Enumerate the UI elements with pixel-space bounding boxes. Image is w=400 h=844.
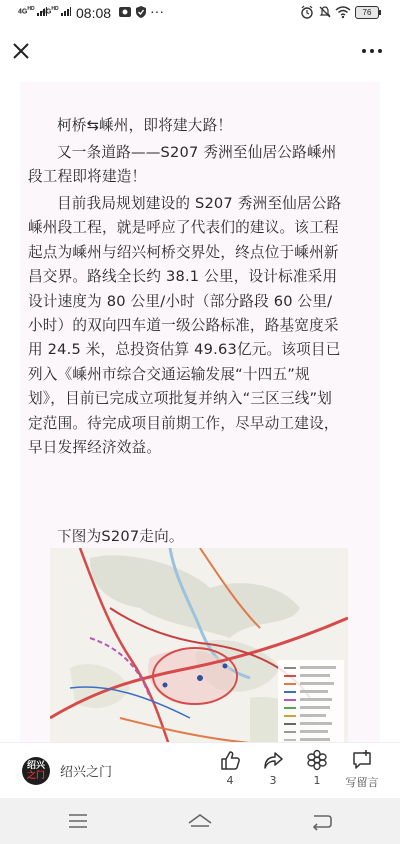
alarm-icon — [300, 5, 314, 19]
account-avatar[interactable] — [22, 757, 50, 785]
signal-label: 4G — [42, 8, 52, 16]
article-scroll-area[interactable] — [0, 76, 400, 742]
article-paragraph: 下图为S207走向。 — [57, 528, 184, 545]
more-options-button[interactable] — [358, 38, 386, 64]
route-map-image — [50, 548, 348, 742]
favorite-button[interactable] — [295, 749, 339, 787]
write-comment-label: 写留言 — [345, 776, 379, 789]
share-arrow-icon — [262, 749, 284, 771]
signal-4g-2 — [42, 5, 71, 16]
signal-hd: HD — [27, 6, 35, 12]
top-bar — [0, 26, 400, 76]
clock: 08:08 — [76, 5, 112, 21]
home-button[interactable] — [186, 811, 212, 831]
comment-add-icon — [351, 749, 373, 771]
battery-indicator — [355, 6, 379, 19]
close-icon — [8, 38, 34, 64]
account-name[interactable]: 绍兴之门 — [60, 765, 113, 780]
shield-check-icon — [134, 5, 148, 19]
photo-icon — [118, 5, 132, 19]
recent-apps-button[interactable] — [66, 811, 92, 831]
share-count: 3 — [269, 774, 277, 787]
status-bar — [0, 0, 400, 26]
more-horizontal-icon — [358, 38, 386, 64]
more-notifications-icon: ··· — [150, 3, 164, 19]
article-paragraph: 柯桥⇆嵊州，即将建大路！ — [57, 117, 233, 134]
battery-level: 76 — [362, 8, 372, 17]
share-button[interactable] — [251, 749, 295, 787]
flower-icon — [306, 749, 328, 771]
thumbs-up-icon — [219, 749, 241, 771]
back-button[interactable] — [308, 811, 334, 831]
avatar-logo-text: 绍兴 — [26, 761, 45, 771]
route-map-graphic — [50, 548, 348, 742]
system-navigation-bar — [0, 798, 400, 844]
like-count: 4 — [226, 774, 234, 787]
mute-icon — [318, 5, 332, 19]
article-paragraph: 又一条道路——S207 秀洲至仙居公路嵊州段工程即将建造！ — [28, 144, 337, 186]
favorite-count: 1 — [313, 774, 321, 787]
home-icon — [186, 811, 214, 831]
like-button[interactable] — [208, 749, 252, 787]
signal-bars-icon — [61, 7, 71, 16]
article-paragraph: 目前我局规划建设的 S207 秀洲至仙居公路嵊州段工程，就是呼应了代表们的建议。该工程起点为嵊州与绍兴柯桥交界处，终点位于嵊州新昌交界。路线全长约 38.1 公里，设计标准采用设计速度为 80 公里/小时（部分路段 60 公里/小时）的双向四车道一级公路标准，路基宽度采用 24.5 米，总投资估算 49.63亿元。该项目已列入《嵊州市综合交通运输发展“十四五”规划》，目前已完成立项批复并纳入“三区三线”划定范围。待完成项目前期工作，尽早动工建设，早日发挥经济效益。 — [28, 195, 342, 457]
article-action-bar — [0, 742, 400, 799]
signal-hd: HD — [51, 6, 59, 12]
back-icon — [308, 811, 334, 831]
wifi-icon — [335, 5, 351, 19]
signal-label: 4G — [18, 8, 28, 16]
menu-icon — [66, 811, 92, 831]
close-button[interactable] — [8, 38, 34, 64]
avatar-logo-text: 之门 — [26, 771, 45, 781]
write-comment-button[interactable] — [340, 749, 384, 790]
